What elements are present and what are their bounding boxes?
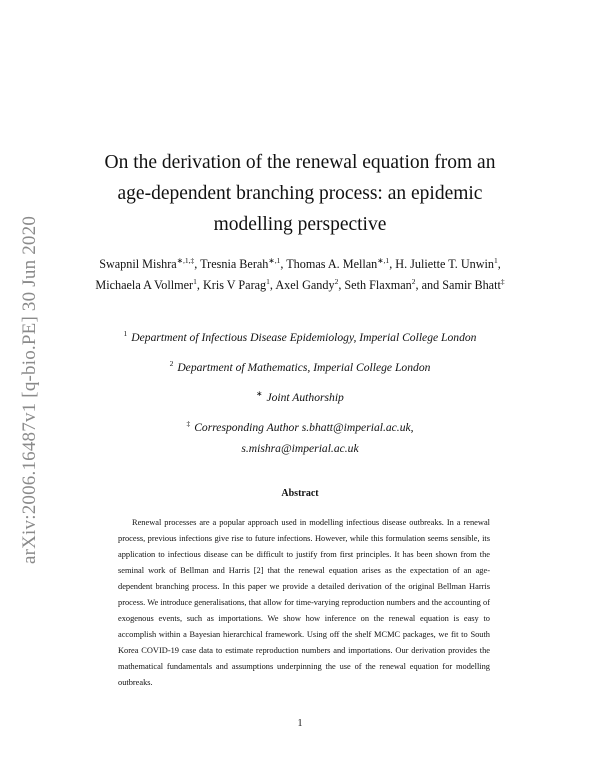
page-number: 1 [297, 718, 303, 729]
author-name: Axel Gandy [275, 278, 335, 292]
author-marks: ∗,1 [377, 256, 390, 265]
author-name: Samir Bhatt [442, 278, 501, 292]
affiliation-mark: ∗ [256, 389, 263, 398]
affiliation-text: Joint Authorship [266, 391, 344, 404]
author [275, 278, 338, 292]
author-list: Swapnil Mishra$^{∗,1,\ddagger}$, Tresnia Berah$^{∗,1}$, Thomas A. Mellan$^{∗,1}$, H. Juliette T. Unwin$^1$, Michaela A Vollmer$^1$, Kris V Parag$^1$, Axel Gandy$^2$, Seth Flaxman$^2$, and Samir Bhatt‡ [95, 256, 505, 292]
author [442, 278, 504, 292]
affiliation [60, 329, 540, 347]
author-marks: ∗,1,‡ [176, 256, 195, 265]
author-marks: 1 [494, 256, 498, 265]
author-marks: 2 [411, 277, 416, 286]
arxiv-stamp [12, 200, 48, 580]
author-marks: ∗,1 [268, 256, 281, 265]
author [200, 257, 280, 271]
author [395, 257, 497, 271]
author-name: Swapnil Mishra [99, 257, 177, 271]
author [344, 278, 415, 292]
author-name: Kris V Parag [202, 278, 267, 292]
author-marks: 2 [334, 277, 339, 286]
author-name: Seth Flaxman [344, 278, 412, 292]
abstract-heading: Abstract [281, 488, 319, 499]
affiliation-mark: ‡ [186, 419, 191, 428]
corresponding-author [60, 419, 540, 458]
arxiv-identifier[interactable]: arXiv:2006.16487v1 [q-bio.PE] 30 Jun 2020 [19, 215, 41, 565]
corresponding-author-email[interactable]: s.mishra@imperial.ac.uk [241, 442, 359, 455]
author-marks: 1 [193, 277, 197, 286]
author-name: Tresnia Berah [200, 257, 269, 271]
corresponding-author-text: Corresponding Author s.bhatt@imperial.ac.uk, [194, 421, 414, 434]
author-name: Michaela A Vollmer [95, 278, 194, 292]
author [203, 278, 270, 292]
paper-title: On the derivation of the renewal equation from an age-dependent branching process: an epidemic modelling perspective [104, 152, 496, 235]
author-name: H. Juliette T. Unwin [395, 257, 495, 271]
author [95, 278, 196, 292]
affiliation [60, 389, 540, 407]
abstract-body: Renewal processes are a popular approach used in modelling infectious disease outbreaks. In a renewal process, previous infections give rise to future infections. However, while this formulation seems sensible, its application to infectious disease can be difficult to justify from first principles. It has been shown from the seminal work of Bellman and Harris [2] that the renewal equation arises as the expectation of an age-dependent branching process. In this paper we provide a detailed derivation of the original Bellman Harris process. We introduce generalisations, that allow for time-varying reproduction numbers and the accounting of exogenous events, such as importations. We show how inference on the renewal equation is easy to accomplish within a Bayesian hierarchical framework. Using off the shelf MCMC packages, we fit to South Korea COVID-19 case data to estimate reproduction numbers and importations. Our derivation provides the mathematical fundamentals and assumptions underpinning the use of the renewal equation for modelling outbreaks. [118, 518, 490, 687]
affiliation-text: Department of Infectious Disease Epidemiology, Imperial College London [131, 331, 477, 344]
author-marks: 1 [266, 277, 270, 286]
affiliation-text: Department of Mathematics, Imperial College London [177, 361, 431, 374]
author [99, 257, 194, 271]
author [286, 257, 389, 271]
author-name: Thomas A. Mellan [286, 257, 378, 271]
affiliation-mark: 1 [123, 329, 128, 338]
affiliation-mark: 2 [169, 359, 174, 368]
affiliation [60, 359, 540, 377]
author-marks: ‡ [500, 277, 505, 286]
